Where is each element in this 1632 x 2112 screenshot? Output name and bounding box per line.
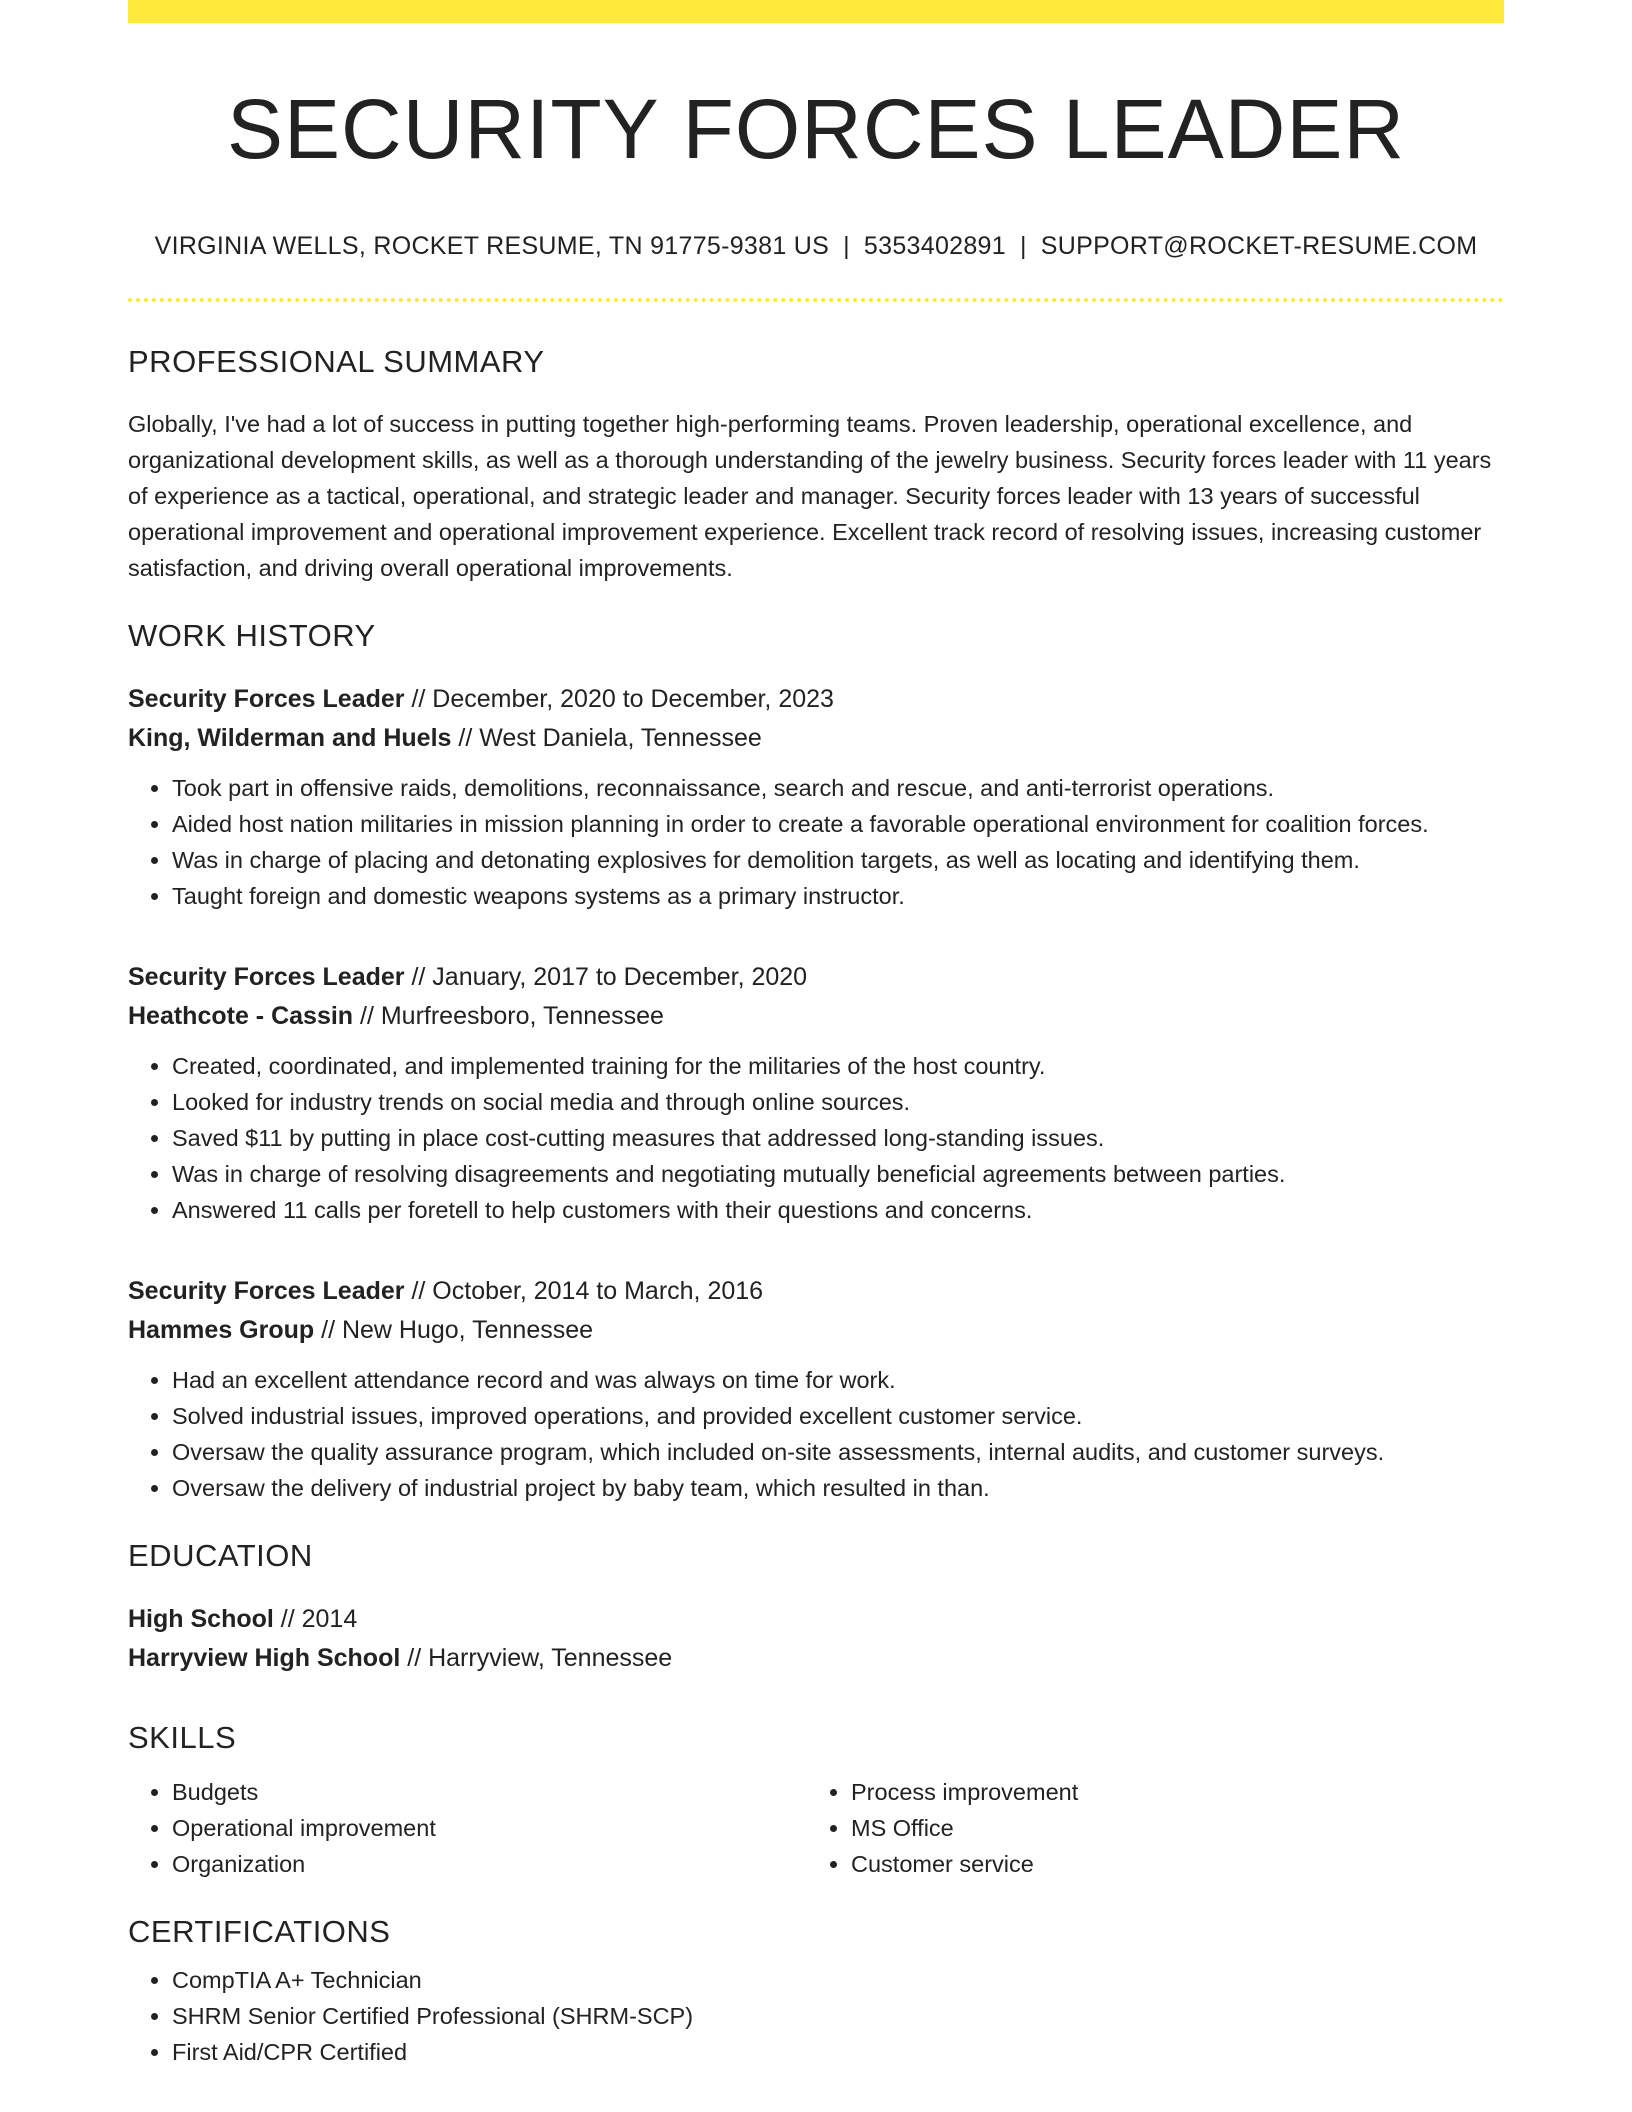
certification-item: • SHRM Senior Certified Professional (SHRM-SCP) bbox=[172, 1998, 1504, 2034]
job-location: // New Hugo, Tennessee bbox=[314, 1316, 594, 1345]
contact-separator: | bbox=[1019, 232, 1027, 261]
job-title-line bbox=[128, 958, 1504, 997]
job-dates: // January, 2017 to December, 2020 bbox=[404, 963, 808, 992]
skill-item: • Organization bbox=[172, 1846, 807, 1882]
job-bullet: • Had an excellent attendance record and was always on time for work. bbox=[172, 1362, 1504, 1398]
job-title: Security Forces Leader bbox=[128, 1277, 405, 1306]
education-year: // 2014 bbox=[273, 1605, 358, 1634]
skill-item: • Operational improvement bbox=[172, 1810, 807, 1846]
job-title: Security Forces Leader bbox=[128, 685, 405, 714]
job-company-line bbox=[128, 719, 1504, 758]
job-company-line bbox=[128, 997, 1504, 1036]
job-bullet: • Taught foreign and domestic weapons systems as a primary instructor. bbox=[172, 878, 1504, 914]
education-heading: EDUCATION bbox=[128, 1538, 313, 1574]
skills-column-left bbox=[128, 1774, 807, 1882]
certifications-heading: CERTIFICATIONS bbox=[128, 1914, 391, 1950]
job-title-line bbox=[128, 1272, 1504, 1311]
contact-address: VIRGINIA WELLS, ROCKET RESUME, TN 91775-9381 US bbox=[154, 232, 830, 261]
job-company: King, Wilderman and Huels bbox=[128, 724, 452, 753]
job-company: Hammes Group bbox=[128, 1316, 315, 1345]
top-accent-bar bbox=[128, 0, 1504, 23]
job-bullet: • Was in charge of placing and detonating explosives for demolition targets, as well as locating and identifying them. bbox=[172, 842, 1504, 878]
summary-heading: PROFESSIONAL SUMMARY bbox=[128, 344, 545, 380]
education-school-line bbox=[128, 1639, 1504, 1678]
certification-item: • CompTIA A+ Technician bbox=[172, 1962, 1504, 1998]
skills-heading: SKILLS bbox=[128, 1720, 237, 1756]
job-location: // West Daniela, Tennessee bbox=[451, 724, 762, 753]
header-divider bbox=[128, 298, 1504, 302]
contact-email: SUPPORT@ROCKET-RESUME.COM bbox=[1040, 232, 1478, 261]
resume-title: SECURITY FORCES LEADER bbox=[226, 82, 1406, 176]
skills-grid bbox=[128, 1774, 1504, 1882]
summary-text: Globally, I've had a lot of success in putting together high-performing teams. Proven leadership, operational excellence, and organizational development skills, as well as a thorough understanding of the jewelry business. Security forces leader with 11 years of experience as a tactical, operational, and strategic leader and manager. Security forces leader with 13 years of successful operational improvement and operational improvement experience. Excellent track record of resolving issues, increasing customer satisfaction, and driving overall operational improvements. bbox=[128, 411, 1492, 582]
job-company-line bbox=[128, 1311, 1504, 1350]
job-bullets bbox=[128, 1048, 1504, 1228]
job-entry bbox=[128, 1272, 1504, 1506]
skill-item: • MS Office bbox=[851, 1810, 1486, 1846]
skill-item: • Customer service bbox=[851, 1846, 1486, 1882]
resume-content bbox=[128, 23, 1504, 2070]
job-bullets bbox=[128, 770, 1504, 914]
job-bullet: • Saved $11 by putting in place cost-cutting measures that addressed long-standing issues. bbox=[172, 1120, 1504, 1156]
job-bullet: • Aided host nation militaries in mission planning in order to create a favorable operational environment for coalition forces. bbox=[172, 806, 1504, 842]
job-entry bbox=[128, 680, 1504, 914]
education-degree: High School bbox=[128, 1605, 274, 1634]
job-dates: // December, 2020 to December, 2023 bbox=[404, 685, 834, 714]
job-title-line bbox=[128, 680, 1504, 719]
job-dates: // October, 2014 to March, 2016 bbox=[404, 1277, 764, 1306]
job-entry bbox=[128, 958, 1504, 1228]
job-company: Heathcote - Cassin bbox=[128, 1002, 354, 1031]
certifications-list bbox=[128, 1962, 1504, 2070]
contact-separator: | bbox=[843, 232, 850, 261]
job-bullets bbox=[128, 1362, 1504, 1506]
skills-column-right bbox=[807, 1774, 1486, 1882]
job-bullet: • Was in charge of resolving disagreements and negotiating mutually beneficial agreements between parties. bbox=[172, 1156, 1504, 1192]
certification-item: • First Aid/CPR Certified bbox=[172, 2034, 1504, 2070]
education-school: Harryview High School bbox=[128, 1644, 401, 1673]
education-entry bbox=[128, 1600, 1504, 1678]
contact-phone: 5353402891 bbox=[863, 232, 1006, 261]
skill-item: • Process improvement bbox=[851, 1774, 1486, 1810]
job-bullet: • Solved industrial issues, improved operations, and provided excellent customer service. bbox=[172, 1398, 1504, 1434]
job-bullet: • Answered 11 calls per foretell to help customers with their questions and concerns. bbox=[172, 1192, 1504, 1228]
job-bullet: • Took part in offensive raids, demolitions, reconnaissance, search and rescue, and anti-terrorist operations. bbox=[172, 770, 1504, 806]
contact-line bbox=[128, 232, 1504, 261]
job-bullet: • Oversaw the quality assurance program, which included on-site assessments, internal audits, and customer surveys. bbox=[172, 1434, 1504, 1470]
job-bullet: • Created, coordinated, and implemented training for the militaries of the host country. bbox=[172, 1048, 1504, 1084]
education-location: // Harryview, Tennessee bbox=[400, 1644, 673, 1673]
work-history-heading: WORK HISTORY bbox=[128, 618, 376, 654]
education-degree-line bbox=[128, 1600, 1504, 1639]
job-location: // Murfreesboro, Tennessee bbox=[353, 1002, 664, 1031]
job-bullet: • Oversaw the delivery of industrial project by baby team, which resulted in than. bbox=[172, 1470, 1504, 1506]
job-title: Security Forces Leader bbox=[128, 963, 405, 992]
skill-item: • Budgets bbox=[172, 1774, 807, 1810]
job-bullet: • Looked for industry trends on social media and through online sources. bbox=[172, 1084, 1504, 1120]
